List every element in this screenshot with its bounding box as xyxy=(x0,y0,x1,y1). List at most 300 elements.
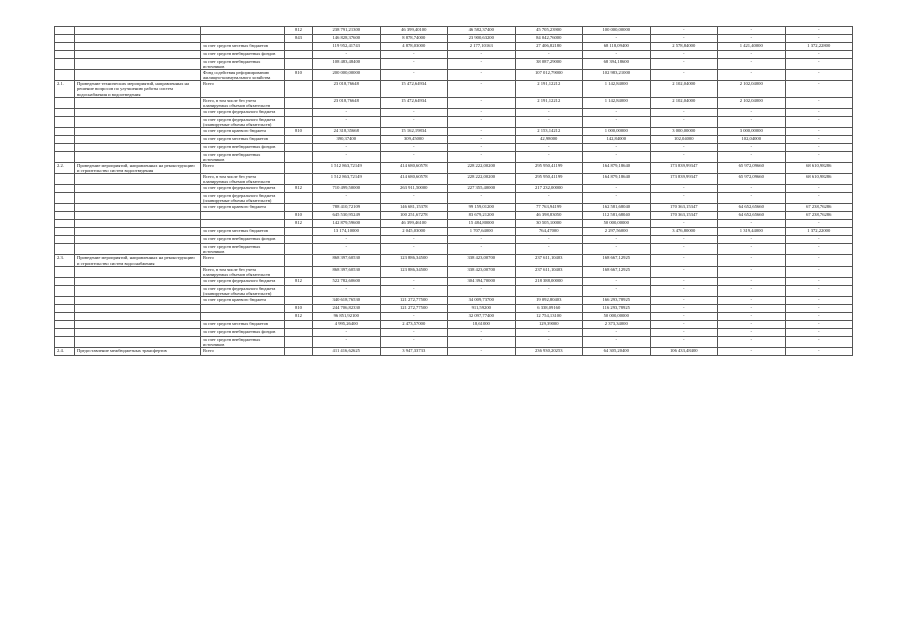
budget-code-cell xyxy=(285,337,313,348)
amount-cell: 764,47000 xyxy=(515,228,583,236)
amount-cell: - xyxy=(448,59,516,70)
amount-cell: - xyxy=(785,348,853,356)
amount-cell: - xyxy=(718,59,786,70)
activity-name-cell xyxy=(75,228,201,236)
amount-cell: - xyxy=(448,108,516,116)
amount-cell: 67 238,76286 xyxy=(785,212,853,220)
table-row xyxy=(55,236,853,244)
row-index-cell xyxy=(55,305,75,313)
amount-cell: 164 879,18640 xyxy=(583,162,651,174)
amount-cell: - xyxy=(650,244,718,255)
amount-cell: - xyxy=(718,70,786,81)
amount-cell: 1 707,64000 xyxy=(448,228,516,236)
amount-cell: - xyxy=(718,286,786,297)
amount-cell: 2 191,12212 xyxy=(515,81,583,98)
amount-cell: 77 763,94199 xyxy=(515,204,583,212)
amount-cell: - xyxy=(583,329,651,337)
amount-cell: - xyxy=(785,193,853,204)
table-row xyxy=(55,255,853,267)
amount-cell: 304 394,70000 xyxy=(448,278,516,286)
amount-cell: - xyxy=(718,244,786,255)
amount-cell: 24 318,35668 xyxy=(313,127,381,135)
activity-name-cell: Проведение мероприятий, направленных на реконструкцию и строительство систем водоснабжения xyxy=(75,255,201,267)
funding-source-cell: за счет средств внебюджетных фондов xyxy=(201,143,285,151)
row-index-cell xyxy=(55,321,75,329)
amount-cell: - xyxy=(718,193,786,204)
amount-cell: - xyxy=(515,236,583,244)
table-row xyxy=(55,313,853,321)
amount-cell: - xyxy=(380,329,448,337)
amount-cell: 1 372,22800 xyxy=(785,43,853,51)
amount-cell: 522 782,60600 xyxy=(313,278,381,286)
row-index-cell xyxy=(55,337,75,348)
amount-cell: 34 009,73700 xyxy=(448,297,516,305)
amount-cell: - xyxy=(650,220,718,228)
amount-cell: - xyxy=(785,51,853,59)
amount-cell: - xyxy=(785,27,853,35)
row-index-cell xyxy=(55,108,75,116)
amount-cell: - xyxy=(448,151,516,162)
amount-cell: - xyxy=(583,244,651,255)
funding-source-cell: Всего xyxy=(201,348,285,356)
activity-name-cell xyxy=(75,27,201,35)
budget-code-cell xyxy=(285,135,313,143)
amount-cell: 200 000,00000 xyxy=(313,70,381,81)
amount-cell: - xyxy=(785,329,853,337)
amount-cell: 46 399,40100 xyxy=(380,27,448,35)
amount-cell: 3 947,33733 xyxy=(380,348,448,356)
amount-cell: 142,84000 xyxy=(583,135,651,143)
budget-code-cell xyxy=(285,228,313,236)
table-row xyxy=(55,329,853,337)
amount-cell: - xyxy=(448,286,516,297)
amount-cell: 1 421,40000 xyxy=(718,43,786,51)
activity-name-cell xyxy=(75,193,201,204)
table-row xyxy=(55,278,853,286)
amount-cell: 15 162,19834 xyxy=(380,127,448,135)
amount-cell: 8 878,74000 xyxy=(380,35,448,43)
amount-cell: - xyxy=(583,151,651,162)
budget-code-cell: 810 xyxy=(285,127,313,135)
activity-name-cell xyxy=(75,97,201,108)
amount-cell: - xyxy=(650,267,718,278)
row-index-cell: 2.4. xyxy=(55,348,75,356)
amount-cell: - xyxy=(380,278,448,286)
amount-cell: - xyxy=(380,51,448,59)
amount-cell: - xyxy=(718,337,786,348)
amount-cell: 23 900,63200 xyxy=(448,35,516,43)
amount-cell: - xyxy=(313,337,381,348)
row-index-cell xyxy=(55,127,75,135)
amount-cell: - xyxy=(380,193,448,204)
row-index-cell xyxy=(55,329,75,337)
amount-cell: 2 297,56000 xyxy=(583,228,651,236)
amount-cell: - xyxy=(380,143,448,151)
activity-name-cell xyxy=(75,313,201,321)
funding-source-cell: за счет средств местных бюджетов xyxy=(201,321,285,329)
amount-cell: 6 338,09160 xyxy=(515,305,583,313)
row-index-cell xyxy=(55,116,75,127)
amount-cell: 84 042,76000 xyxy=(515,35,583,43)
amount-cell: - xyxy=(448,70,516,81)
amount-cell: 868 397,60530 xyxy=(313,255,381,267)
budget-code-cell: 812 xyxy=(285,220,313,228)
amount-cell: - xyxy=(515,143,583,151)
amount-cell: - xyxy=(718,116,786,127)
amount-cell: 237 611,10403 xyxy=(515,255,583,267)
activity-name-cell xyxy=(75,337,201,348)
amount-cell: - xyxy=(650,193,718,204)
amount-cell: - xyxy=(313,329,381,337)
row-index-cell: 2.1. xyxy=(55,81,75,98)
amount-cell: 168 667,12925 xyxy=(583,255,651,267)
amount-cell: - xyxy=(448,135,516,143)
amount-cell: - xyxy=(583,51,651,59)
funding-source-cell: за счет средств краевого бюджета xyxy=(201,297,285,305)
amount-cell: 68 610,98286 xyxy=(785,162,853,174)
amount-cell: - xyxy=(650,297,718,305)
amount-cell: 65 972,09660 xyxy=(718,162,786,174)
amount-cell: - xyxy=(515,329,583,337)
amount-cell: 237 611,10403 xyxy=(515,267,583,278)
amount-cell: - xyxy=(583,286,651,297)
table-row xyxy=(55,81,853,98)
amount-cell: 102 983,21000 xyxy=(583,70,651,81)
amount-cell: 414 680,60578 xyxy=(380,162,448,174)
amount-cell: - xyxy=(313,286,381,297)
budget-code-cell: 812 xyxy=(285,185,313,193)
amount-cell: - xyxy=(650,313,718,321)
budget-code-cell xyxy=(285,143,313,151)
amount-cell: 12 754,13100 xyxy=(515,313,583,321)
amount-cell: 15 484,80000 xyxy=(448,220,516,228)
amount-cell: - xyxy=(515,337,583,348)
amount-cell: 1 000,00000 xyxy=(583,127,651,135)
amount-cell: - xyxy=(650,59,718,70)
amount-cell: - xyxy=(515,286,583,297)
activity-name-cell xyxy=(75,204,201,212)
amount-cell: - xyxy=(650,185,718,193)
funding-source-cell: за счет средств краевого бюджета xyxy=(201,127,285,135)
amount-cell: - xyxy=(785,267,853,278)
activity-name-cell: Проведение мероприятий, направленных на реконструкцию и строительство систем водоотведения xyxy=(75,162,201,174)
amount-cell: - xyxy=(718,313,786,321)
amount-cell: - xyxy=(650,255,718,267)
budget-code-cell xyxy=(285,162,313,174)
row-index-cell xyxy=(55,228,75,236)
amount-cell: 1 319,44000 xyxy=(718,228,786,236)
budget-code-cell: 812 xyxy=(285,278,313,286)
budget-table xyxy=(54,26,853,356)
amount-cell: 121 272,77500 xyxy=(380,305,448,313)
amount-cell: - xyxy=(313,236,381,244)
table-body xyxy=(55,27,853,356)
budget-code-cell: 843 xyxy=(285,35,313,43)
budget-code-cell xyxy=(285,43,313,51)
activity-name-cell xyxy=(75,108,201,116)
amount-cell: - xyxy=(650,337,718,348)
amount-cell: - xyxy=(718,255,786,267)
activity-name-cell xyxy=(75,236,201,244)
table-row xyxy=(55,193,853,204)
activity-name-cell xyxy=(75,127,201,135)
amount-cell: 4 995,26400 xyxy=(313,321,381,329)
amount-cell: - xyxy=(448,143,516,151)
table-row xyxy=(55,174,853,185)
table-row xyxy=(55,228,853,236)
amount-cell: 218 388,00000 xyxy=(515,278,583,286)
funding-source-cell: за счет средств федерального бюджета xyxy=(201,185,285,193)
funding-source-cell xyxy=(201,313,285,321)
row-index-cell xyxy=(55,143,75,151)
amount-cell: 3 000,00000 xyxy=(650,127,718,135)
amount-cell: 217 232,00000 xyxy=(515,185,583,193)
row-index-cell xyxy=(55,278,75,286)
budget-code-cell xyxy=(285,321,313,329)
funding-source-cell: Всего, в том числе без учета планируемых объемов обязательств xyxy=(201,174,285,185)
amount-cell: - xyxy=(380,116,448,127)
amount-cell: 228 222,00200 xyxy=(448,174,516,185)
activity-name-cell xyxy=(75,305,201,313)
amount-cell: 238 791,21300 xyxy=(313,27,381,35)
funding-source-cell: за счет средств внебюджетных фондов xyxy=(201,329,285,337)
amount-cell: - xyxy=(785,151,853,162)
amount-cell: 868 397,60530 xyxy=(313,267,381,278)
funding-source-cell: за счет средств местных бюджетов xyxy=(201,135,285,143)
table-row xyxy=(55,204,853,212)
amount-cell: 3 000,00000 xyxy=(718,127,786,135)
amount-cell: 2 373,34000 xyxy=(583,321,651,329)
table-row xyxy=(55,321,853,329)
funding-source-cell: за счет средств местных бюджетов xyxy=(201,43,285,51)
amount-cell: - xyxy=(313,108,381,116)
amount-cell: 68 394,18600 xyxy=(583,59,651,70)
amount-cell: - xyxy=(785,143,853,151)
budget-code-cell xyxy=(285,51,313,59)
amount-cell: - xyxy=(650,27,718,35)
amount-cell: - xyxy=(380,313,448,321)
amount-cell: - xyxy=(785,185,853,193)
amount-cell: 100 000,00000 xyxy=(583,27,651,35)
amount-cell: - xyxy=(583,35,651,43)
amount-cell: - xyxy=(380,70,448,81)
row-index-cell xyxy=(55,35,75,43)
amount-cell: 64 305,20400 xyxy=(583,348,651,356)
amount-cell: - xyxy=(785,127,853,135)
table-row xyxy=(55,127,853,135)
amount-cell: 166 293,78925 xyxy=(583,297,651,305)
amount-cell: 164 879,18640 xyxy=(583,174,651,185)
amount-cell: 99 159,01200 xyxy=(448,204,516,212)
amount-cell: - xyxy=(313,151,381,162)
amount-cell: 83 679,21200 xyxy=(448,212,516,220)
row-index-cell xyxy=(55,70,75,81)
amount-cell: 788 410,72109 xyxy=(313,204,381,212)
row-index-cell xyxy=(55,204,75,212)
amount-cell: 2 102,04000 xyxy=(650,97,718,108)
amount-cell: 2 045,03000 xyxy=(380,228,448,236)
amount-cell: 45 705,23900 xyxy=(515,27,583,35)
activity-name-cell xyxy=(75,321,201,329)
funding-source-cell: Всего xyxy=(201,162,285,174)
budget-code-cell: 812 xyxy=(285,313,313,321)
amount-cell: 50 000,00000 xyxy=(583,313,651,321)
row-index-cell xyxy=(55,185,75,193)
funding-source-cell: Всего, в том числе без учета планируемых объемов обязательств xyxy=(201,97,285,108)
amount-cell: 645 530,95249 xyxy=(313,212,381,220)
amount-cell: - xyxy=(785,108,853,116)
row-index-cell xyxy=(55,59,75,70)
budget-code-cell xyxy=(285,174,313,185)
amount-cell: - xyxy=(650,35,718,43)
budget-code-cell xyxy=(285,244,313,255)
amount-cell: 107 012,79000 xyxy=(515,70,583,81)
amount-cell: - xyxy=(785,286,853,297)
row-index-cell xyxy=(55,267,75,278)
amount-cell: - xyxy=(448,193,516,204)
amount-cell: - xyxy=(313,116,381,127)
row-index-cell xyxy=(55,51,75,59)
amount-cell: - xyxy=(718,236,786,244)
amount-cell: 108 483,48400 xyxy=(313,59,381,70)
amount-cell: - xyxy=(583,236,651,244)
table-row xyxy=(55,305,853,313)
amount-cell: - xyxy=(650,329,718,337)
amount-cell: - xyxy=(515,116,583,127)
table-row xyxy=(55,212,853,220)
row-index-cell: 2.3. xyxy=(55,255,75,267)
amount-cell: - xyxy=(515,244,583,255)
amount-cell: 1 142,84000 xyxy=(583,97,651,108)
amount-cell: 19 092,80403 xyxy=(515,297,583,305)
amount-cell: 100 251,67278 xyxy=(380,212,448,220)
amount-cell: - xyxy=(448,116,516,127)
table-row xyxy=(55,220,853,228)
amount-cell: 46 399,46100 xyxy=(380,220,448,228)
amount-cell: - xyxy=(313,244,381,255)
amount-cell: 414 680,60578 xyxy=(380,174,448,185)
row-index-cell xyxy=(55,212,75,220)
table-row xyxy=(55,27,853,35)
funding-source-cell: за счет средств федерального бюджета (планируемые объемы обязательств) xyxy=(201,193,285,204)
amount-cell: - xyxy=(583,185,651,193)
funding-source-cell xyxy=(201,305,285,313)
amount-cell: - xyxy=(785,278,853,286)
amount-cell: - xyxy=(718,348,786,356)
funding-source-cell: Всего xyxy=(201,81,285,98)
amount-cell: - xyxy=(448,244,516,255)
amount-cell: 112 581,68040 xyxy=(583,212,651,220)
amount-cell: - xyxy=(785,220,853,228)
row-index-cell xyxy=(55,313,75,321)
row-index-cell xyxy=(55,193,75,204)
amount-cell: 2 578,84000 xyxy=(650,43,718,51)
amount-cell: - xyxy=(313,193,381,204)
row-index-cell xyxy=(55,43,75,51)
amount-cell: 116 293,78925 xyxy=(583,305,651,313)
amount-cell: 1 512 863,72149 xyxy=(313,174,381,185)
amount-cell: 2 177,10163 xyxy=(448,43,516,51)
budget-code-cell xyxy=(285,97,313,108)
budget-code-cell xyxy=(285,151,313,162)
amount-cell: 338 423,00700 xyxy=(448,255,516,267)
amount-cell: - xyxy=(650,321,718,329)
activity-name-cell xyxy=(75,59,201,70)
budget-table-sheet xyxy=(54,26,850,356)
amount-cell: 123 886,34500 xyxy=(380,255,448,267)
amount-cell: - xyxy=(785,255,853,267)
funding-source-cell: за счет средств федерального бюджета xyxy=(201,108,285,116)
budget-code-cell xyxy=(285,286,313,297)
activity-name-cell xyxy=(75,297,201,305)
activity-name-cell xyxy=(75,135,201,143)
amount-cell: - xyxy=(718,51,786,59)
amount-cell: - xyxy=(448,51,516,59)
table-row xyxy=(55,297,853,305)
amount-cell: 2 102,04000 xyxy=(718,81,786,98)
row-index-cell: 2.2. xyxy=(55,162,75,174)
amount-cell: 173 839,99347 xyxy=(650,174,718,185)
budget-code-cell xyxy=(285,116,313,127)
amount-cell: 68 118,09400 xyxy=(583,43,651,51)
amount-cell: 13 174,10000 xyxy=(313,228,381,236)
funding-source-cell xyxy=(201,220,285,228)
amount-cell: - xyxy=(650,286,718,297)
amount-cell: - xyxy=(583,337,651,348)
funding-source-cell: за счет средств внебюджетных фондов xyxy=(201,51,285,59)
amount-cell: 2 191,12212 xyxy=(515,97,583,108)
table-row xyxy=(55,135,853,143)
amount-cell: - xyxy=(515,108,583,116)
table-row xyxy=(55,151,853,162)
amount-cell: - xyxy=(785,321,853,329)
amount-cell: - xyxy=(718,220,786,228)
amount-cell: 46 582,37400 xyxy=(448,27,516,35)
table-row xyxy=(55,244,853,255)
amount-cell: 146 828,37600 xyxy=(313,35,381,43)
amount-cell: 106 433,48400 xyxy=(650,348,718,356)
budget-code-cell xyxy=(285,329,313,337)
table-row xyxy=(55,185,853,193)
amount-cell: - xyxy=(583,143,651,151)
funding-source-cell: за счет средств местных бюджетов xyxy=(201,228,285,236)
amount-cell: - xyxy=(380,244,448,255)
amount-cell: 170 363,15347 xyxy=(650,204,718,212)
amount-cell: - xyxy=(718,321,786,329)
amount-cell: 142 879,59600 xyxy=(313,220,381,228)
amount-cell: - xyxy=(448,337,516,348)
amount-cell: - xyxy=(380,59,448,70)
amount-cell: 23 018,76648 xyxy=(313,81,381,98)
amount-cell: 295 950,41199 xyxy=(515,174,583,185)
amount-cell: 263 911,50000 xyxy=(380,185,448,193)
amount-cell: - xyxy=(650,151,718,162)
amount-cell: - xyxy=(583,108,651,116)
amount-cell: - xyxy=(380,337,448,348)
funding-source-cell xyxy=(201,35,285,43)
amount-cell: 15 472,64934 xyxy=(380,97,448,108)
activity-name-cell xyxy=(75,143,201,151)
amount-cell: - xyxy=(313,143,381,151)
amount-cell: 32 097,77400 xyxy=(448,313,516,321)
amount-cell: - xyxy=(313,51,381,59)
amount-cell: - xyxy=(650,70,718,81)
table-row xyxy=(55,348,853,356)
amount-cell: - xyxy=(380,236,448,244)
amount-cell: - xyxy=(718,143,786,151)
amount-cell: 123 886,34500 xyxy=(380,267,448,278)
funding-source-cell: за счет средств внебюджетных источников xyxy=(201,151,285,162)
